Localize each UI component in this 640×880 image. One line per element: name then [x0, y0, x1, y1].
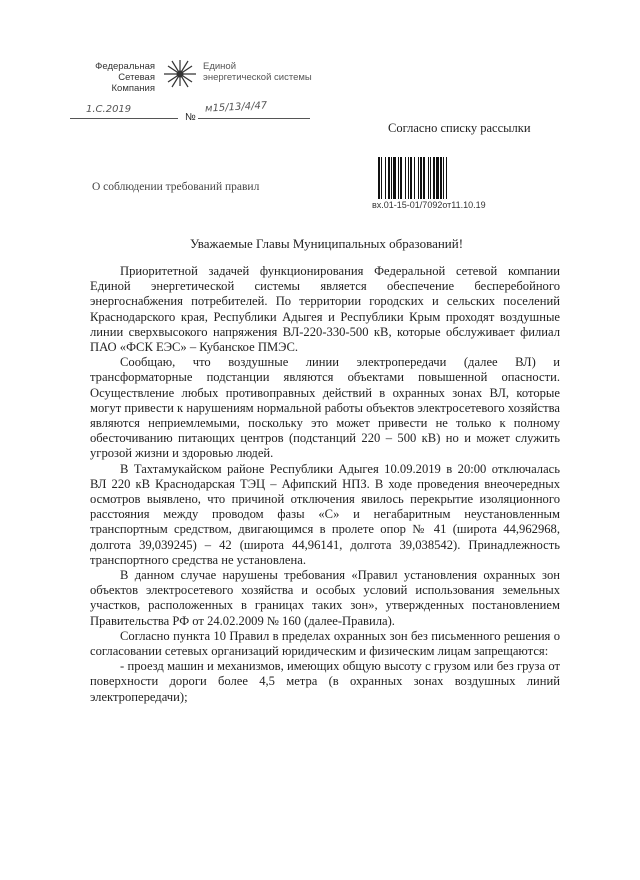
company-name-line2: Сетевая Компания — [111, 72, 155, 94]
salutation: Уважаемые Главы Муниципальных образований! — [190, 236, 464, 251]
list-item: - проезд машин и механизмов, имеющих общую высоту с грузом или без груза от поверхности дороги более 4,5 метра (в охранных зонах воздушных линий электропередачи); — [90, 659, 560, 704]
system-name — [203, 61, 312, 83]
paragraph: В данном случае нарушены требования «Правил установления охранных зон объектов электросетевого хозяйства и особых условий использования земельных участков, расположенных в границах таких зон», утвержденных постановлением Правительства РФ от 24.02.2009 № 160 (далее-Правила). — [90, 568, 560, 628]
paragraph: Согласно пункта 10 Правил в пределах охранных зон без письменного решения о согласовании сетевых организаций юридическим и физическим лицам запрещаются: — [90, 628, 560, 659]
recipient: Согласно списку рассылки — [388, 121, 531, 135]
paragraph: Приоритетной задачей функционирования Федеральной сетевой компании Единой энергетической системы является обеспечение бесперебойного энергоснабжения потребителей. По территории городских и сельских поселений Краснодарского края, Республики Адыгея и Республики Крым проходят воздушные линии сверхвысокого напряжения ВЛ-220-330-500 кВ, которые обслуживает филиал ПАО «ФСК ЕЭС» – Кубанское ПМЭС. — [90, 264, 560, 355]
company-name — [75, 61, 155, 94]
company-name-line1: Федеральная — [95, 61, 155, 72]
date-line — [70, 118, 178, 119]
letter-body — [90, 264, 560, 705]
company-logo-icon — [160, 56, 200, 90]
paragraph: Сообщаю, что воздушные линии электропередачи (далее ВЛ) и трансформаторные подстанции являются объектами повышенной опасности. Осуществление любых противоправных действий в охранных зонах ВЛ, которые могут привести к нарушениям нормальной работы объектов электросетевого хозяйства являются неприемлемыми, поскольку это может привести не только к полному обесточиванию питающих центров (подстанций 220 – 500 кВ) но и может служить угрозой жизни и здоровью людей. — [90, 355, 560, 461]
system-name-line1: Единой — [203, 61, 237, 72]
outgoing-date: 1.С.2019 — [86, 104, 132, 115]
paragraph: В Тахтамукайском районе Республики Адыгея 10.09.2019 в 20:00 отключалась ВЛ 220 кВ Краснодарская ТЭЦ – Афипский НПЗ. В ходе проведения внеочередных осмотров выявлено, что причиной отключения явилось перекрытие изоляционного расстояния между проводом фазы «С» и негабаритным неустановленным транспортным средством, двигающимся в пролете опор № 41 (широта 44,962968, долгота 39,039245) – 42 (широта 44,96141, долгота 39,038542). Принадлежность транспортного средства не установлена. — [90, 461, 560, 567]
barcode — [378, 157, 510, 199]
system-name-line2: энергетической системы — [203, 72, 312, 83]
number-line — [198, 118, 310, 119]
subject: О соблюдении требований правил — [92, 181, 260, 193]
number-sign: № — [185, 112, 196, 123]
barcode-bar — [447, 157, 450, 199]
outgoing-number: м15/13/4/47 — [204, 100, 268, 115]
registration-number: вх.01-15-01/7092от11.10.19 — [372, 200, 486, 210]
